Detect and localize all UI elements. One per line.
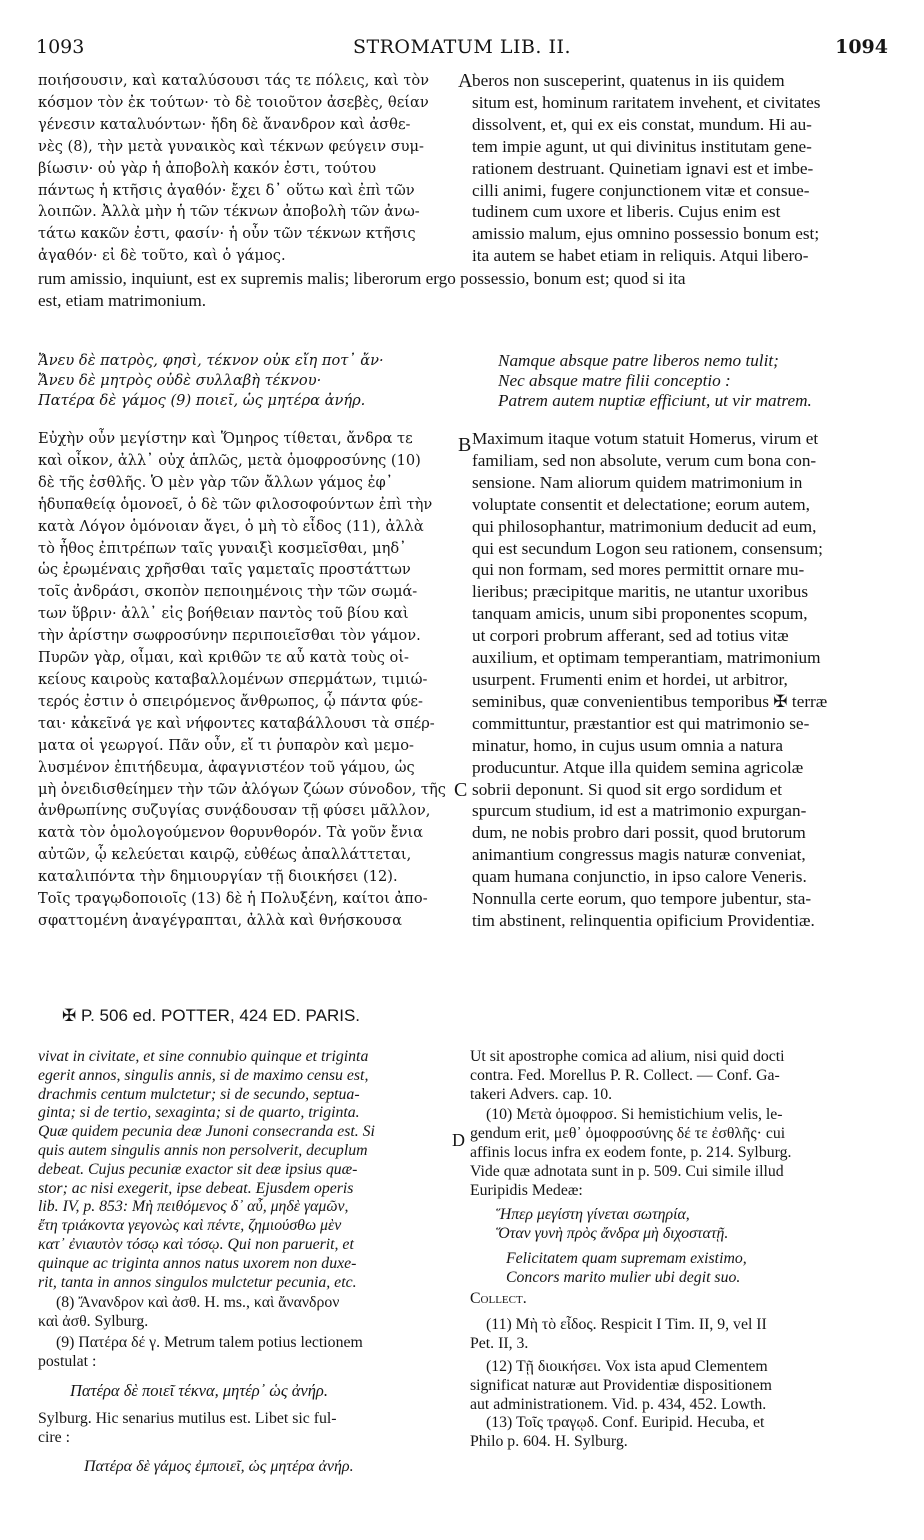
- greek-line: ται· κἀκεῖνά γε καὶ νήφοντες καταβάλλουσι τὰ σπέρ-: [38, 714, 435, 732]
- note-line: stor; ac nisi exegerit, ipse debeat. Ejusdem operis: [38, 1179, 354, 1197]
- page-number-right: 1094: [835, 36, 888, 58]
- euripides-verse-greek: [470, 1206, 890, 1244]
- margin-marker-d: D: [452, 1130, 465, 1150]
- latin-line: Maximum itaque votum statuit Homerus, virum et: [472, 429, 819, 448]
- margin-marker-a: A: [458, 70, 473, 92]
- greek-line: δὲ τῆς ἐσθλῆς. Ὁ μὲν γὰρ τῶν ἄλλων γάμος ἐφ᾽: [38, 473, 393, 491]
- latin-line: quam humana conjunctio, in ipso calore Veneris.: [472, 867, 807, 887]
- greek-line: καταλιπόντα τὴν δημιουργίαν τῇ διοικήσει (12).: [38, 868, 398, 886]
- note-line: drachmis centum mulctetur; si de secundo, septua-: [38, 1085, 360, 1103]
- verse-line: Nec absque matre filii conceptio :: [498, 371, 731, 390]
- latin-line: rum amissio, inquiunt, est ex supremis malis; liberorum ergo possessio, bonum est; quod si ita: [38, 269, 686, 288]
- note-line: (11) Μὴ τὸ εἶδος. Respicit I Tim. II, 9, vel II: [486, 1316, 767, 1334]
- note-line: egerit annos, singulis annis, si de maximo censu est,: [38, 1066, 369, 1084]
- note-line: affinis locus infra ex eodem fonte, p. 214. Sylburg.: [470, 1143, 792, 1161]
- note-line: takeri Advers. cap. 10.: [470, 1085, 613, 1103]
- note-line: cire :: [38, 1429, 71, 1447]
- greek-line: πάντως ἡ κτῆσις ἀγαθόν· ἔχει δ᾽ οὕτω καὶ ἐπὶ τῶν: [38, 181, 415, 199]
- greek-line: τάτω κακῶν ἐστι, φασίν· ἡ οὖν τῶν τέκνων κτῆσις: [38, 225, 416, 243]
- latin-line: lieribus; præcipitque maritis, ne utantur uxoribus: [472, 582, 809, 602]
- latin-column-b: [472, 428, 888, 932]
- greek-line: ἀγαθόν· εἰ δὲ τοῦτο, καὶ ὁ γάμος.: [38, 247, 286, 265]
- latin-line: beros non susceperint, quatenus in iis quidem: [472, 71, 785, 90]
- latin-line: ut corpori probrum afferant, sed ad totius vitæ: [472, 626, 789, 646]
- note-line: Philo p. 604. H. Sylburg.: [470, 1433, 628, 1451]
- note-line: (12) Τῇ διοικήσει. Vox ista apud Clementem: [486, 1357, 768, 1375]
- greek-line: ὡς ἐρωμέναις χρῆσθαι ταῖς γαμεταῖς προστάττων: [38, 561, 411, 579]
- latin-line: qui non formam, sed mores permittit ornare mu-: [472, 560, 805, 580]
- greek-line: τὴν ἀρίστην σωφροσύνην περιποιεῖσθαι τὸν γάμον.: [38, 627, 421, 645]
- verse-line: Concors marito mulier ubi degit suo.: [506, 1268, 741, 1286]
- note-10: [470, 1106, 890, 1200]
- notes-left: [38, 1048, 460, 1477]
- note-line: (10) Μετὰ ὁμοφροσ. Si hemistichium velis, le-: [486, 1106, 783, 1124]
- greek-line: γένεσιν καταλυόντων· ἤδη δὲ ἄνανδρον καὶ ἀσθε-: [38, 115, 411, 133]
- note-line: contra. Fed. Morellus P. R. Collect. — Conf. Ga-: [470, 1066, 780, 1084]
- greek-line: τοῖς ἀνδράσι, σκοπὸν πεποιημένοις τὴν τῶν σωμά-: [38, 583, 418, 601]
- greek-line: των ὕβριν· ἀλλ᾽ εἰς βοήθειαν παντὸς τοῦ βίου καὶ: [38, 605, 409, 623]
- note-9-continued: [38, 1410, 460, 1448]
- note-line: significat naturæ aut Providentiæ dispositionem: [470, 1376, 772, 1394]
- greek-line: αὐτῶν, ᾧ κελεύεται καιρῷ, εὐθέως ἀπαλλάττεται,: [38, 846, 412, 864]
- greek-line: Τοῖς τραγῳδοποιοῖς (13) δὲ ἡ Πολυξένη, καίτοι ἀπο-: [38, 890, 428, 908]
- note-line: aut administrationem. Vid. p. 434, 452. Lowth.: [470, 1395, 767, 1413]
- latin-line: cilli animi, fugere conjunctionem vitæ et consue-: [472, 180, 810, 200]
- note-line: καὶ ἀσθ. Sylburg.: [38, 1313, 149, 1331]
- note-line: quinque ac triginta annos natus uxorem non duxe-: [38, 1254, 357, 1272]
- latin-line: dissolvent, et, qui ex eis constat, mundum. Hi au-: [472, 114, 812, 134]
- verse-line: Ἄνευ δὲ πατρὸς, φησὶ, τέκνον οὐκ εἴη ποτ᾽ ἄν·: [38, 352, 384, 369]
- latin-line: amissio malum, ejus omnino possessio bonum est;: [472, 224, 820, 244]
- latin-line: tim abstinent, relinquentia opificium Providentiæ.: [472, 910, 815, 930]
- latin-line: sobrii deponunt. Si quod sit ergo sordidum et: [472, 779, 783, 799]
- collect-attribution: Collect.: [470, 1289, 527, 1307]
- note-13: [470, 1414, 890, 1452]
- note-line: postulat :: [38, 1352, 97, 1370]
- latin-line: minatur, homo, in cujus usum omnia a natura: [472, 735, 784, 755]
- greek-line: καὶ οἶκον, ἀλλ᾽ οὐχ ἁπλῶς, μετὰ ὁμοφροσύνης (10): [38, 451, 421, 469]
- greek-line: τὸ ἦθος ἐπιτρέπων ταῖς γυναιξὶ κοσμεῖσθαι, μηδ᾽: [38, 539, 407, 557]
- note-line: lib. IV, p. 853: Μὴ πειθόμενος δ᾽ αὖ, μηδὲ γαμῶν,: [38, 1198, 349, 1216]
- greek-line: τερός ἐστιν ὁ σπειρόμενος ἄνθρωπος, ᾧ πάντα φύε-: [38, 692, 423, 710]
- greek-verse: [38, 351, 458, 411]
- latin-line: qui philosophantur, matrimonium deducit ad eum,: [472, 516, 817, 536]
- euripides-verse-latin: [470, 1250, 890, 1288]
- verse-line: Πατέρα δὲ γάμος (9) ποιεῖ, ὡς μητέρα ἀνήρ.: [38, 392, 366, 409]
- note-9-verse: Πατέρα δὲ ποιεῖ τέκνα, μητέρ᾽ ὡς ἀνήρ.: [70, 1380, 328, 1400]
- greek-line: λοιπῶν. Ἀλλὰ μὴν ἡ τῶν τέκνων ἀποβολὴ τῶν ἀνω-: [38, 203, 420, 221]
- edition-reference: ✠ P. 506 ed. POTTER, 424 ED. PARIS.: [62, 1006, 361, 1025]
- greek-line: λυσμένον ἐπιτήδευμα, ἀφαγνιστέον τοῦ γάμου, ὡς: [38, 758, 415, 776]
- note-line: quis autem singulis annis non persolverit, decuplum: [38, 1141, 368, 1159]
- latin-line: sensione. Nam aliorum quidem matrimonium in: [472, 472, 803, 492]
- note-line: Euripidis Medeæ:: [470, 1181, 583, 1199]
- note-continuation-right: [470, 1048, 890, 1104]
- greek-line: κόσμον τὸν ἐκ τούτων· τὸ δὲ τοιοῦτον ἀσεβὲς, θείαν: [38, 93, 429, 111]
- note-line: (13) Τοῖς τραγῳδ. Conf. Euripid. Hecuba, et: [486, 1414, 765, 1432]
- note-line: Ut sit apostrophe comica ad alium, nisi quid docti: [470, 1048, 785, 1065]
- verse-line: Ἄνευ δὲ μητρὸς οὐδὲ συλλαβὴ τέκνου·: [38, 372, 322, 389]
- latin-line: rationem destruant. Quinetiam ignavi est et imbe-: [472, 158, 814, 178]
- latin-line: est, etiam matrimonium.: [38, 290, 207, 310]
- greek-line: νὲς (8), τὴν μετὰ γυναικὸς καὶ τέκνων φεύγειν συμ-: [38, 137, 424, 155]
- note-line: (8) Ἄνανδρον καὶ ἀσθ. H. ms., καὶ ἄνανδρον: [56, 1294, 340, 1312]
- page-header: [36, 36, 888, 60]
- latin-line: familiam, sed non absolute, verum cum bona con-: [472, 450, 817, 470]
- note-line: vivat in civitate, et sine connubio quinque et triginta: [38, 1048, 369, 1065]
- verse-line: Namque absque patre liberos nemo tulit;: [498, 351, 779, 370]
- latin-line: seminibus, quæ convenientibus temporibus ✠ terræ: [472, 691, 828, 711]
- latin-line: tem impie agunt, ut qui divinitus institutam gene-: [472, 136, 812, 156]
- greek-column-a: [38, 70, 458, 267]
- latin-line: spurcum studium, id est a matrimonio expurgan-: [472, 801, 807, 821]
- note-line: gendum erit, μεθ᾽ ὁμοφροσύνης δέ τε ἐσθλῆς· cui: [470, 1125, 786, 1143]
- greek-line: ἀνθρωπίνης συζυγίας συνᾴδουσαν τῇ φύσει μᾶλλον,: [38, 802, 431, 820]
- note-continuation: [38, 1048, 460, 1292]
- verse-line: Felicitatem quam supremam existimo,: [506, 1249, 747, 1267]
- greek-line: μὴ ὀνειδισθείημεν τὴν τῶν ἀλόγων ζώων σύνοδον, τῆς: [38, 780, 446, 798]
- note-line: Pet. II, 3.: [470, 1335, 529, 1353]
- latin-full-width: [38, 268, 888, 312]
- note-line: rit, tanta in annos singulos mulctetur pecunia, etc.: [38, 1273, 357, 1291]
- margin-marker-c: C: [454, 779, 468, 801]
- note-9-verse-2: Πατέρα δὲ γάμος ἐμποιεῖ, ὡς μητέρα ἀνήρ.: [84, 1457, 354, 1475]
- latin-line: animantium congressus magis naturæ conveniat,: [472, 845, 806, 865]
- margin-marker-b: B: [458, 434, 472, 456]
- greek-line: σφαττομένη ἀναγέγραπται, ἀλλὰ καὶ θνήσκουσα: [38, 911, 402, 929]
- latin-line: committuntur, præstantior est qui matrimonio se-: [472, 713, 810, 733]
- greek-line: κείους καιροὺς καταβαλλομένων σπερμάτων, τιμιώ-: [38, 670, 428, 688]
- latin-line: Nonnulla certe eorum, quo tempore jubentur, sta-: [472, 889, 812, 909]
- latin-line: ita autem se habet etiam in reliquis. Atqui libero-: [472, 246, 809, 266]
- greek-line: κατὰ τὸν ὁμολογούμενον θορυνθορόν. Τὰ γοῦν ἔνια: [38, 824, 423, 842]
- note-8: [38, 1294, 460, 1332]
- note-12: [470, 1358, 890, 1414]
- latin-line: auxilium, et optimam temperantiam, matrimonium: [472, 648, 821, 668]
- latin-line: producuntur. Atque illa quidem semina agricolæ: [472, 757, 804, 777]
- latin-line: tudinem cum uxore et liberis. Cujus enim est: [472, 202, 781, 222]
- latin-line: situm est, hominum raritatem invehent, et civitates: [472, 92, 821, 112]
- verse-line: Ἥπερ μεγίστη γίνεται σωτηρία,: [496, 1206, 690, 1224]
- note-11: [470, 1316, 890, 1354]
- greek-column-b: [38, 428, 458, 932]
- latin-line: tanquam amicis, unum sibi proponentes scopum,: [472, 604, 808, 624]
- greek-line: ποιήσουσιν, καὶ καταλύσουσι τάς τε πόλεις, καὶ τὸν: [38, 72, 430, 89]
- greek-line: Πυρῶν γὰρ, οἶμαι, καὶ κριθῶν τε αὖ κατὰ τοὺς οἰ-: [38, 649, 409, 667]
- greek-line: Εὐχὴν οὖν μεγίστην καὶ Ὅμηρος τίθεται, ἄνδρα τε: [38, 430, 413, 447]
- note-line: ἔτη τριάκοντα γεγονὼς καὶ πέντε, ζημιούσθω μὲν: [38, 1217, 342, 1235]
- latin-verse: [498, 351, 888, 411]
- greek-line: ματα οἱ γεωργοί. Πᾶν οὖν, εἴ τι ῥυπαρὸν καὶ μεμο-: [38, 736, 414, 754]
- note-line: debeat. Cujus pecuniæ exactor sit deæ ipsius quæ-: [38, 1160, 358, 1178]
- note-line: κατ᾽ ἐνιαυτὸν τόσῳ καὶ τόσῳ. Qui non paruerit, et: [38, 1235, 354, 1253]
- verse-line: Patrem autem nuptiæ efficiunt, ut vir matrem.: [498, 391, 812, 410]
- latin-column-a: [472, 70, 888, 267]
- page-number-left: 1093: [36, 36, 85, 58]
- note-line: ginta; si de tertio, sexaginta; si de quarto, triginta.: [38, 1104, 360, 1122]
- latin-line: usurpent. Frumenti enim et hordei, ut arbitror,: [472, 669, 788, 689]
- latin-line: qui est secundum Logon seu rationem, consensum;: [472, 538, 823, 558]
- note-line: (9) Πατέρα δέ γ. Metrum talem potius lectionem: [56, 1333, 363, 1351]
- greek-line: κατὰ Λόγον ὁμόνοιαν ἄγει, ὁ μὴ τὸ εἶδος (11), ἀλλὰ: [38, 517, 424, 535]
- note-line: Sylburg. Hic senarius mutilus est. Libet sic ful-: [38, 1410, 337, 1428]
- verse-line: Ὅταν γυνὴ πρὸς ἄνδρα μὴ διχοστατῇ.: [496, 1225, 729, 1243]
- note-line: Vide quæ adnotata sunt in p. 509. Cui simile illud: [470, 1162, 784, 1180]
- running-title: STROMATUM LIB. II.: [352, 36, 572, 58]
- greek-line: βίωσιν· οὐ γὰρ ἡ ἀποβολὴ κακόν ἐστι, τούτου: [38, 159, 377, 177]
- latin-line: dum, ne nobis probro dari possit, quod brutorum: [472, 823, 806, 843]
- latin-line: voluptate consentit et delectatione; eorum autem,: [472, 494, 810, 514]
- notes-right: [470, 1048, 890, 1452]
- greek-line: ἡδυπαθείᾳ ὁμονοεῖ, ὁ δὲ τῶν φιλοσοφούντων ἐπὶ τὴν: [38, 495, 433, 513]
- note-9: [38, 1334, 460, 1372]
- note-line: Quæ quidem pecunia deæ Junoni consecranda est. Si: [38, 1123, 375, 1141]
